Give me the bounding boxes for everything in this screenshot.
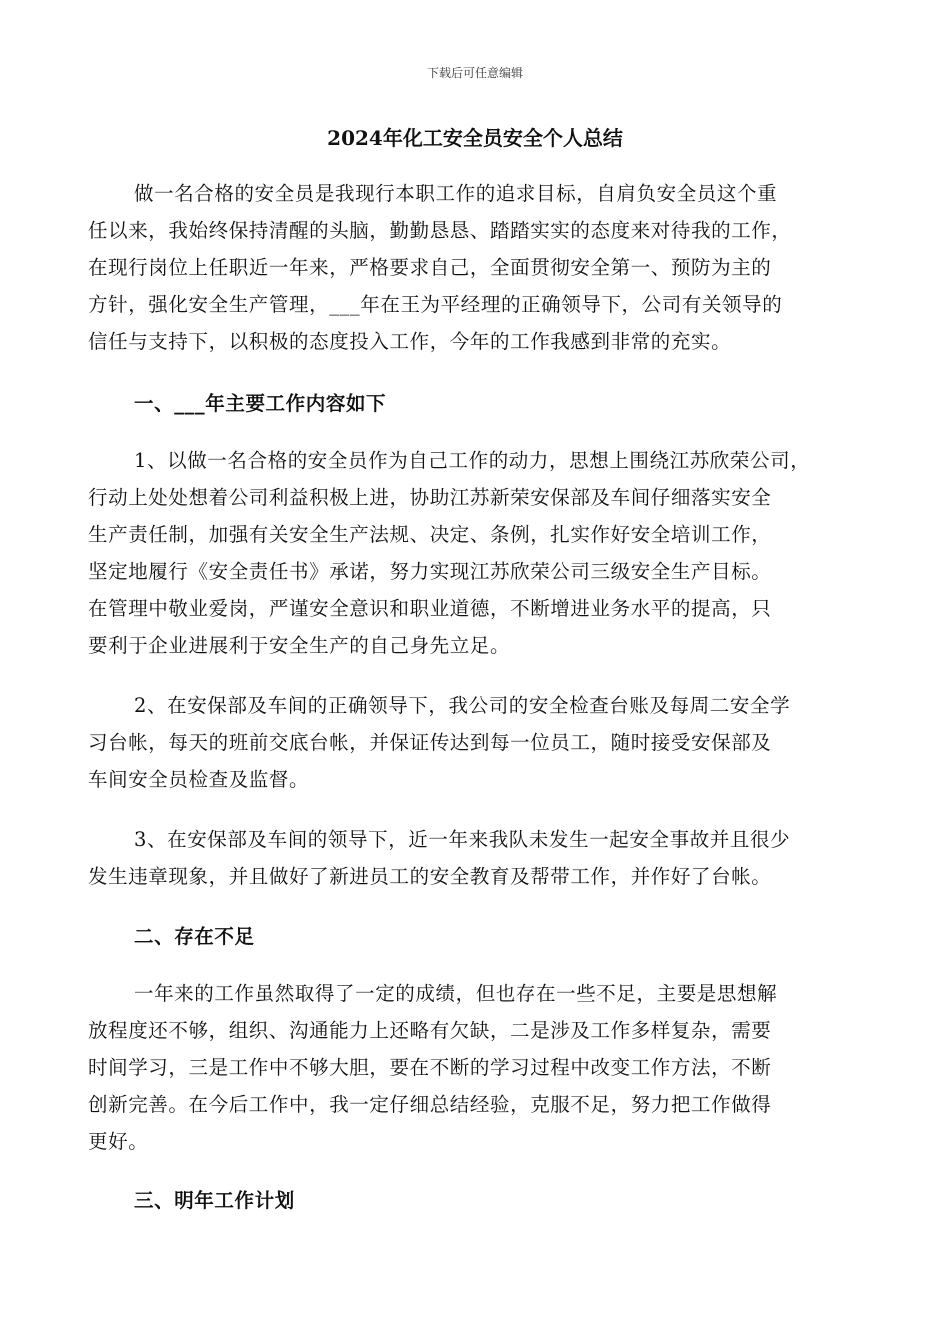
intro-line: 在现行岗位上任职近一年来，严格要求自己，全面贯彻安全第一、预防为主的 xyxy=(88,256,772,279)
intro-line: 信任与支持下，以积极的态度投入工作，今年的工作我感到非常的充实。 xyxy=(88,330,732,353)
intro-line: 做一名合格的安全员是我现行本职工作的追求目标，自肩负安全员这个重 xyxy=(134,182,778,205)
item2-line: 2、在安保部及车间的正确领导下，我公司的安全检查台账及每周二安全学 xyxy=(134,694,791,717)
item1-line: 要利于企业进展利于安全生产的自己身先立足。 xyxy=(88,634,511,657)
header-note: 下载后可任意编辑 xyxy=(426,66,523,80)
section-heading-1: 一、___年主要工作内容如下 xyxy=(134,392,387,415)
intro-line: 方针，强化安全生产管理，___年在王为平经理的正确领导下，公司有关领导的 xyxy=(88,293,783,316)
document-title: 2024年化工安全员安全个人总结 xyxy=(327,126,623,150)
item1-line: 生产责任制，加强有关安全生产法规、决定、条例，扎实作好安全培训工作， xyxy=(88,523,772,546)
item1-line: 在管理中敬业爱岗，严谨安全意识和职业道德，不断增进业务水平的提高，只 xyxy=(88,597,772,620)
item2-line: 习台帐，每天的班前交底台帐，并保证传达到每一位员工，随时接受安保部及 xyxy=(88,731,772,754)
item3-line: 3、在安保部及车间的领导下，近一年来我队未发生一起安全事故并且很少 xyxy=(134,828,791,851)
item2-line: 车间安全员检查及监督。 xyxy=(88,768,310,791)
section-heading-2: 二、存在不足 xyxy=(134,925,255,948)
shortcomings-line: 一年来的工作虽然取得了一定的成绩，但也存在一些不足，主要是思想解 xyxy=(134,982,778,1005)
shortcomings-line: 放程度还不够，组织、沟通能力上还略有欠缺，二是涉及工作多样复杂，需要 xyxy=(88,1019,772,1042)
shortcomings-line: 时间学习，三是工作中不够大胆，要在不断的学习过程中改变工作方法，不断 xyxy=(88,1056,772,1079)
item1-line: 坚定地履行《安全责任书》承诺，努力实现江苏欣荣公司三级安全生产目标。 xyxy=(88,560,772,583)
item1-line: 1、以做一名合格的安全员作为自己工作的动力，思想上围绕江苏欣荣公司， xyxy=(134,449,811,472)
intro-line: 任以来，我始终保持清醒的头脑，勤勤恳恳、踏踏实实的态度来对待我的工作， xyxy=(88,219,792,242)
shortcomings-line: 创新完善。在今后工作中，我一定仔细总结经验，克服不足，努力把工作做得 xyxy=(88,1093,772,1116)
shortcomings-line: 更好。 xyxy=(88,1130,149,1153)
item3-line: 发生违章现象，并且做好了新进员工的安全教育及帮带工作，并作好了台帐。 xyxy=(88,865,772,888)
section-heading-3: 三、明年工作计划 xyxy=(134,1189,295,1212)
item1-line: 行动上处处想着公司利益积极上进，协助江苏新荣安保部及车间仔细落实安全 xyxy=(88,486,772,509)
